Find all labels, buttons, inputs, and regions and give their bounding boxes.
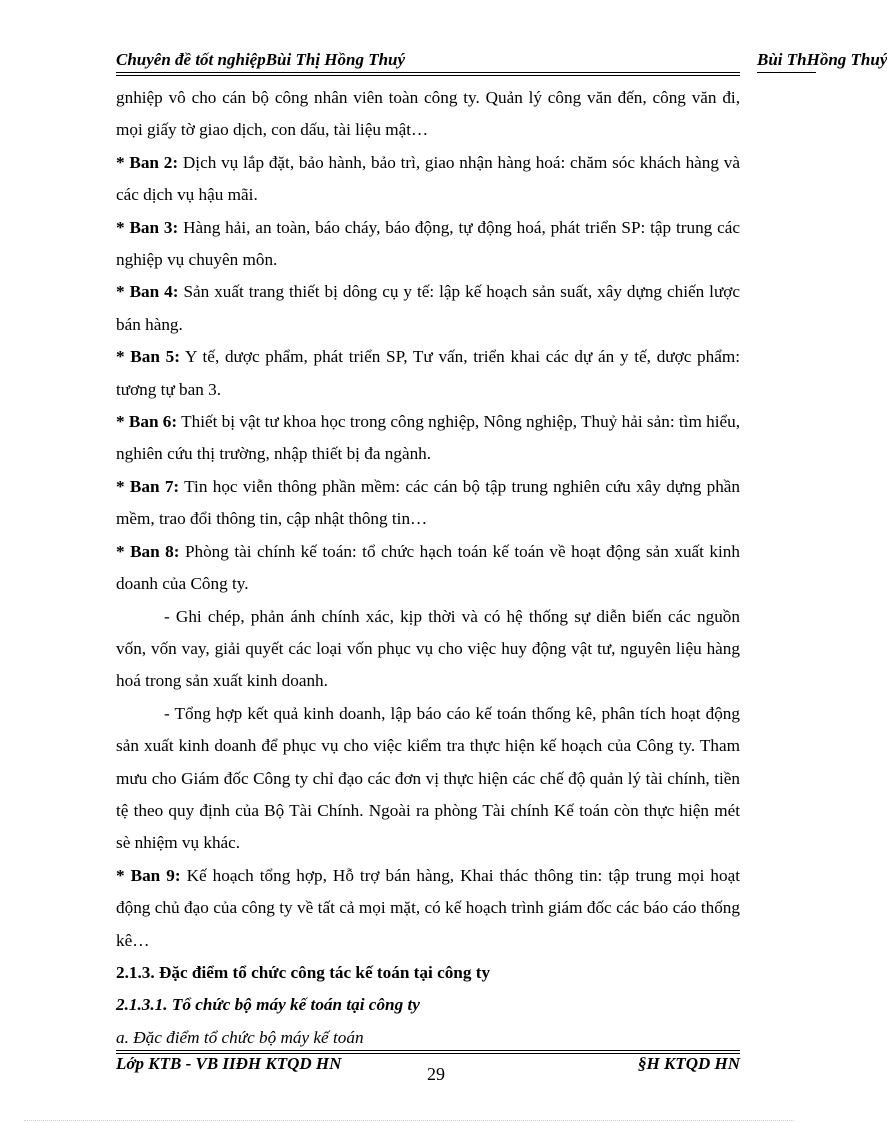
paragraph-ban-7 <box>116 471 740 536</box>
paragraph-ban-3 <box>116 212 740 277</box>
footer-rule <box>116 1050 740 1051</box>
ban-label: * Ban 7: <box>116 476 180 496</box>
ban-text: Phòng tài chính kế toán: tổ chức hạch toán kế toán về hoạt động sản xuất kinh doanh của Công ty. <box>116 541 740 594</box>
ban-text: Dịch vụ lắp đặt, bảo hành, bảo trì, giao nhận hàng hoá: chăm sóc khách hàng và các dịch vụ hậu mãi. <box>116 152 740 205</box>
ban-label: * Ban 9: <box>116 865 181 885</box>
ban-text: Kế hoạch tổng hợp, Hỗ trợ bán hàng, Khai thác thông tin: tập trung mọi hoạt động chủ đạo của công ty về tất cả mọi mặt, có kế hoạch trình giám đốc các báo cáo thống kê… <box>116 865 740 950</box>
ban-label: * Ban 3: <box>116 217 179 237</box>
ban-label: * Ban 2: <box>116 152 179 172</box>
paragraph-ban-4 <box>116 276 740 341</box>
ban-text: Sản xuất trang thiết bị dông cụ y tế: lập kế hoạch sản suất, xây dựng chiến lược bán hàng. <box>116 282 740 334</box>
page-edge <box>24 1120 794 1121</box>
ban-label: * Ban 5: <box>116 347 180 367</box>
ban-text: Tin học viễn thông phần mềm: các cán bộ tập trung nghiên cứu xây dựng phần mềm, trao đổi thông tin, cập nhật thông tin… <box>116 476 741 529</box>
paragraph-ban-8-duty-1: - Ghi chép, phản ánh chính xác, kịp thời và có hệ thống sự diễn biến các nguồn vốn, vốn vay, giải quyết các loại vốn phục vụ cho việc huy động vật tư, nguyên liệu hàng hoá trong sản xuất kinh doanh. <box>116 606 740 691</box>
ban-label: * Ban 8: <box>116 541 180 561</box>
footer-class: Lớp KTB - VB IIĐH KTQD HN <box>116 1054 342 1073</box>
paragraph-ban-9 <box>116 860 740 957</box>
paragraph-ban-2 <box>116 147 740 212</box>
page-number: 29 <box>427 1064 445 1084</box>
ban-label: * Ban 4: <box>116 282 179 302</box>
paragraph-ban-6 <box>116 406 740 471</box>
ban-text: Thiết bị vật tư khoa học trong công nghiệp, Nông nghiệp, Thuỷ hải sản: tìm hiểu, nghiên cứu thị trường, nhập thiết bị đa ngành. <box>116 412 741 464</box>
ban-text: Y tế, dược phẩm, phát triển SP, Tư vấn, triển khai các dự án y tế, dược phẩm: tương tự ban 3. <box>116 347 740 399</box>
header-author: Bùi ThHồng Thuý <box>757 50 887 69</box>
header-rule <box>116 72 740 73</box>
header-rule-double <box>116 75 740 76</box>
section-heading: 2.1.3. Đặc điểm tổ chức công tác kế toán tại công ty <box>116 962 491 982</box>
page-header <box>116 50 887 72</box>
paragraph-continuation: gnhiệp vô cho cán bộ công nhân viên toàn công ty. Quản lý công văn đến, công văn đi, mọi giấy tờ giao dịch, con dấu, tài liệu mật… <box>116 88 740 140</box>
paragraph-ban-5 <box>116 341 740 406</box>
paragraph-ban-8 <box>116 536 740 601</box>
document-body <box>116 82 740 1054</box>
header-title: Chuyên đề tốt nghiệpBùi Thị Hồng Thuý <box>116 50 406 69</box>
header-rule-right <box>757 72 816 73</box>
ban-text: Hàng hải, an toàn, báo cháy, báo động, tự động hoá, phát triển SP: tập trung các nghiệp vụ chuyên môn. <box>116 217 740 270</box>
subsection-heading: 2.1.3.1. Tổ chức bộ máy kế toán tại công ty <box>116 995 420 1015</box>
paragraph-ban-8-duty-2: - Tổng hợp kết quả kinh doanh, lập báo cáo kế toán thống kê, phân tích hoạt động sản xuất kinh doanh để phục vụ cho việc kiểm tra thực hiện kế hoạch của Công ty. Tham mưu cho Giám đốc Công ty chỉ đạo các đơn vị thực hiện các chế độ quản lý tài chính, tiền tệ theo quy định của Bộ Tài Chính. Ngoài ra phòng Tài chính Kế toán còn thực hiện mét sè nhiệm vụ khác. <box>116 703 740 853</box>
footer-school: §H KTQD HN <box>638 1054 740 1073</box>
subsubsection-heading: a. Đặc điểm tổ chức bộ máy kế toán <box>116 1027 364 1047</box>
ban-label: * Ban 6: <box>116 412 178 432</box>
